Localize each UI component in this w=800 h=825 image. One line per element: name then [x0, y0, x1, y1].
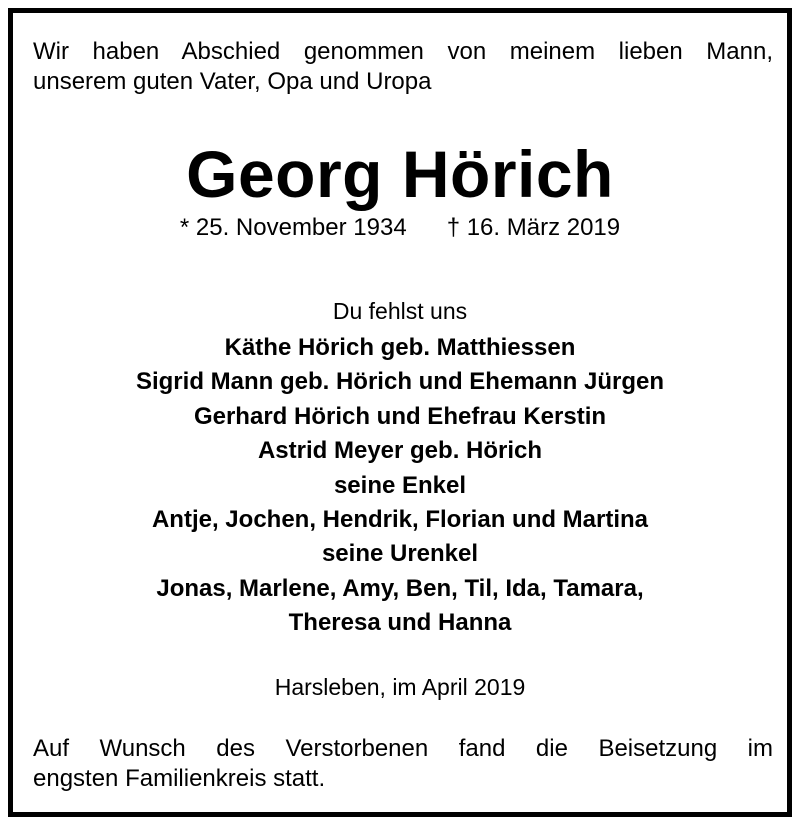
mourner-line: Theresa und Hanna	[288, 609, 512, 637]
mourner-line: Astrid Meyer geb. Hörich	[257, 437, 543, 465]
intro-line-1: Wir haben Abschied genommen von meinem lieben Mann,	[33, 38, 773, 65]
obituary-frame	[8, 8, 792, 817]
birth-date: * 25. November 1934	[179, 214, 407, 241]
intro-text	[33, 37, 773, 97]
mourner-line: Sigrid Mann geb. Hörich und Ehemann Jürgen	[135, 368, 665, 396]
closing-text	[33, 734, 773, 794]
mourner-line: Gerhard Hörich und Ehefrau Kerstin	[193, 402, 607, 430]
mourner-line: Jonas, Marlene, Amy, Ben, Til, Ida, Tamara,	[156, 574, 644, 602]
mourner-line: Antje, Jochen, Hendrik, Florian und Martina	[151, 506, 649, 534]
mourner-line: seine Urenkel	[321, 540, 479, 568]
mourners-list	[13, 331, 787, 641]
life-dates	[13, 213, 787, 243]
place-date: Harsleben, im April 2019	[274, 674, 526, 700]
closing-line-1: Auf Wunsch des Verstorbenen fand die Beisetzung im	[33, 735, 773, 762]
closing-line-2: engsten Familienkreis statt.	[33, 765, 326, 792]
mourner-line: seine Enkel	[333, 471, 467, 499]
death-date: † 16. März 2019	[446, 214, 621, 241]
missed-text: Du fehlst uns	[332, 298, 468, 324]
deceased-name: Georg Hörich	[186, 137, 614, 211]
mourner-line: Käthe Hörich geb. Matthiessen	[224, 334, 576, 361]
intro-line-2: unserem guten Vater, Opa und Uropa	[33, 68, 432, 95]
